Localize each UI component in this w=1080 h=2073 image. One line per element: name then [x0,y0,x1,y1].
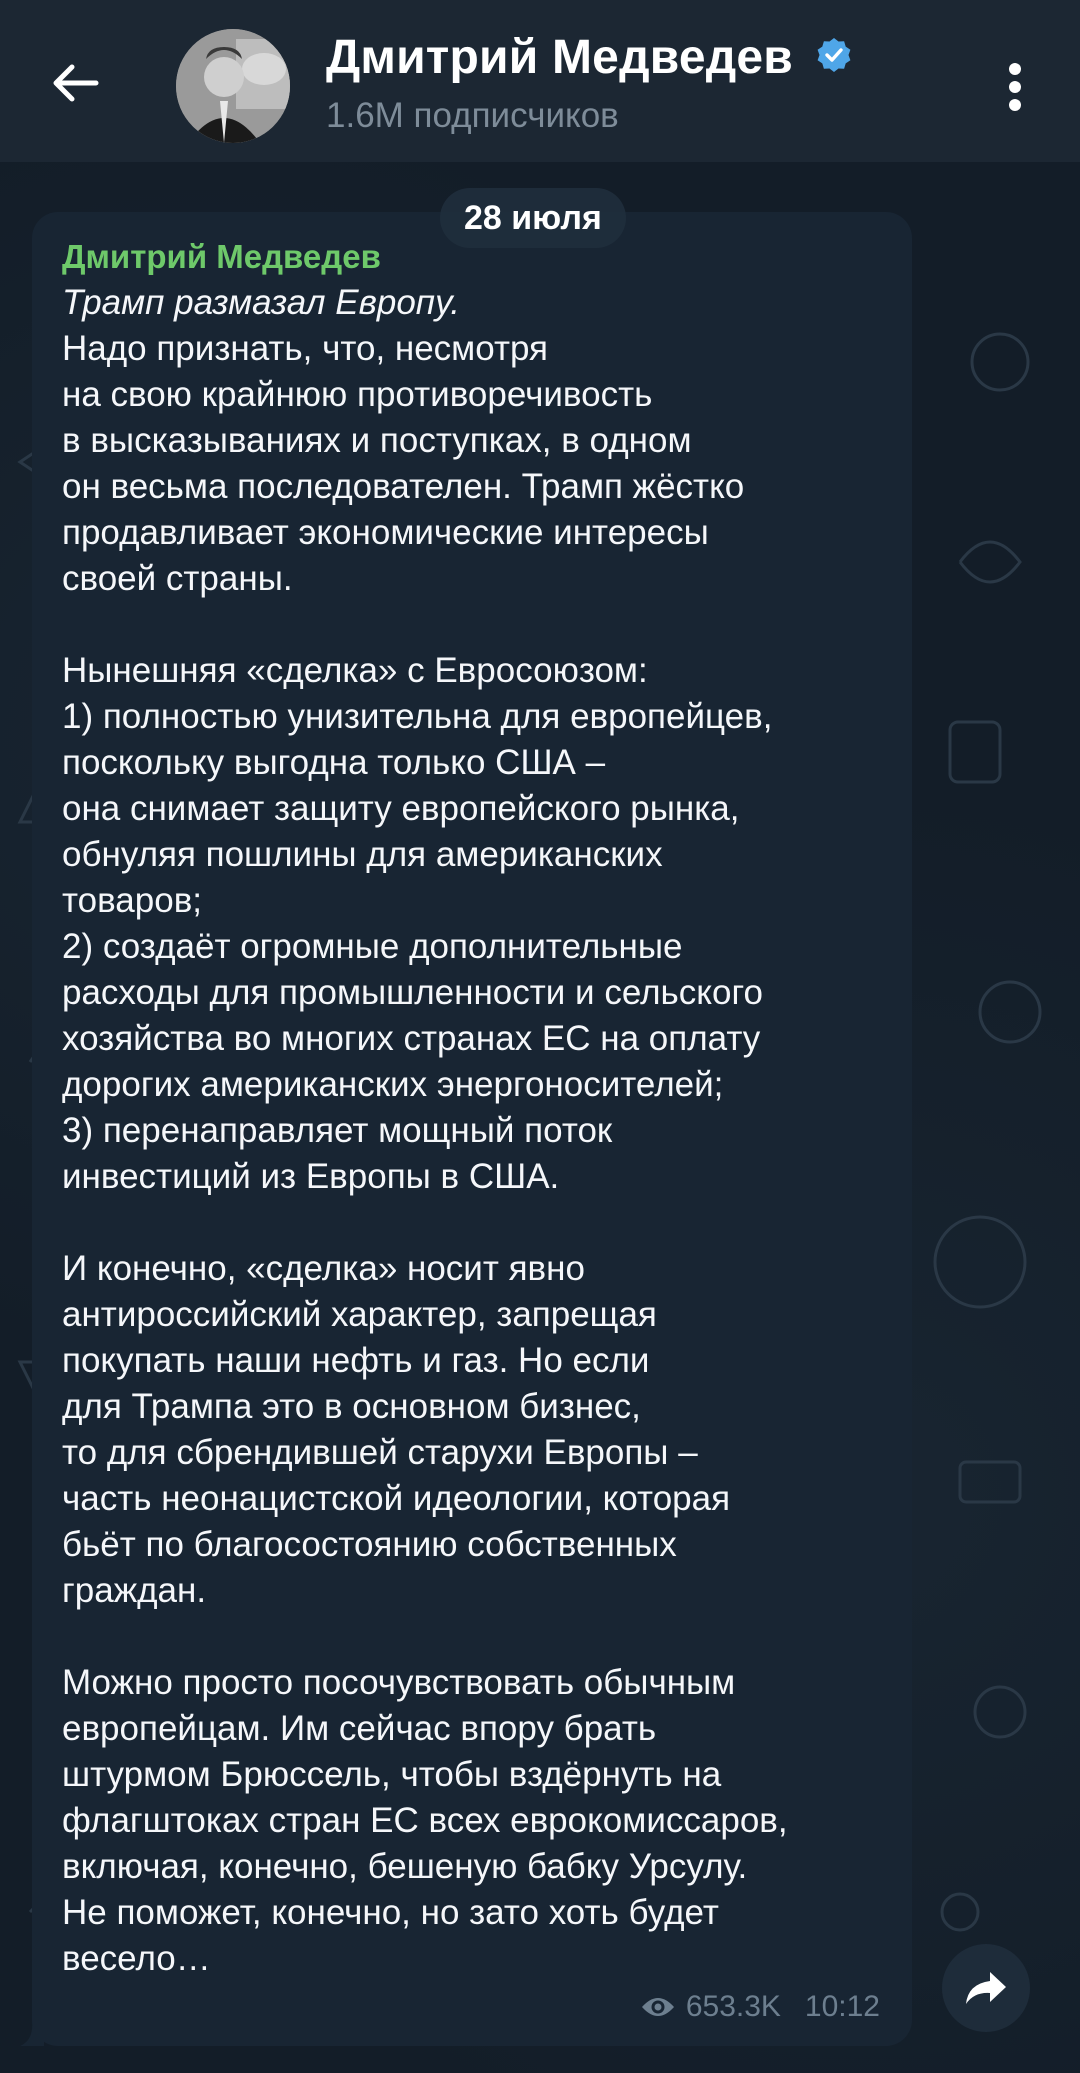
view-count: 653.3K [685,1990,781,2023]
back-arrow-icon [50,63,100,103]
avatar-photo [176,29,290,143]
share-button[interactable] [942,1944,1030,2032]
more-menu-button[interactable] [990,52,1040,122]
post-time: 10:12 [804,1990,880,2023]
back-button[interactable] [40,48,110,118]
post-meta [640,1990,880,2024]
verified-badge-icon [815,36,853,74]
eye-icon [640,1995,676,2019]
post-headline: Трамп размазал Европу. [62,283,460,322]
channel-title[interactable] [326,30,853,85]
bubble-tail [20,2020,44,2046]
channel-title-text: Дмитрий Медведев [326,31,793,84]
channel-header [0,0,1080,162]
subscriber-count: 1.6M подписчиков [326,96,619,135]
post-text [62,280,882,1982]
more-vertical-icon [1008,62,1022,112]
channel-avatar[interactable] [176,29,290,143]
post-body: Надо признать, что, несмотря на свою крайнюю противоречивость в высказываниях и поступках, в одном он весьма последователен. Трамп жёстко продавливает экономические интересы своей страны. Нынешняя «сделка» с Евросоюзом: 1) полностью унизительна для европейцев, поскольку выгодна только США – она снимает защиту европейского рынка, обнуляя пошлины для американских товаров; 2) создаёт огромные дополнительные расходы для промышленности и сельского хозяйства во многих странах ЕС на оплату дорогих американских энергоносителей; 3) перенаправляет мощный поток инвестиций из Европы в США. И конечно, «сделка» носит явно антироссийский характер, запрещая покупать наши нефть и газ. Но если для Трампа это в основном бизнес, то для сбрендившей старухи Европы – часть неонацистской идеологии, которая бьёт по благосостоянию собственных граждан. Можно просто посочувствовать обычным европейцам. Им сейчас впору брать штурмом Брюссель, чтобы вздёрнуть на флагштоках стран ЕС всех еврокомиссаров, включая, конечно, бешеную бабку Урсулу. Не поможет, конечно, но зато хоть будет весело… [62,329,788,1978]
share-icon [964,1968,1008,2008]
channel-post[interactable] [32,212,912,2046]
date-separator: 28 июля [440,188,626,248]
post-author[interactable]: Дмитрий Медведев [62,238,381,275]
